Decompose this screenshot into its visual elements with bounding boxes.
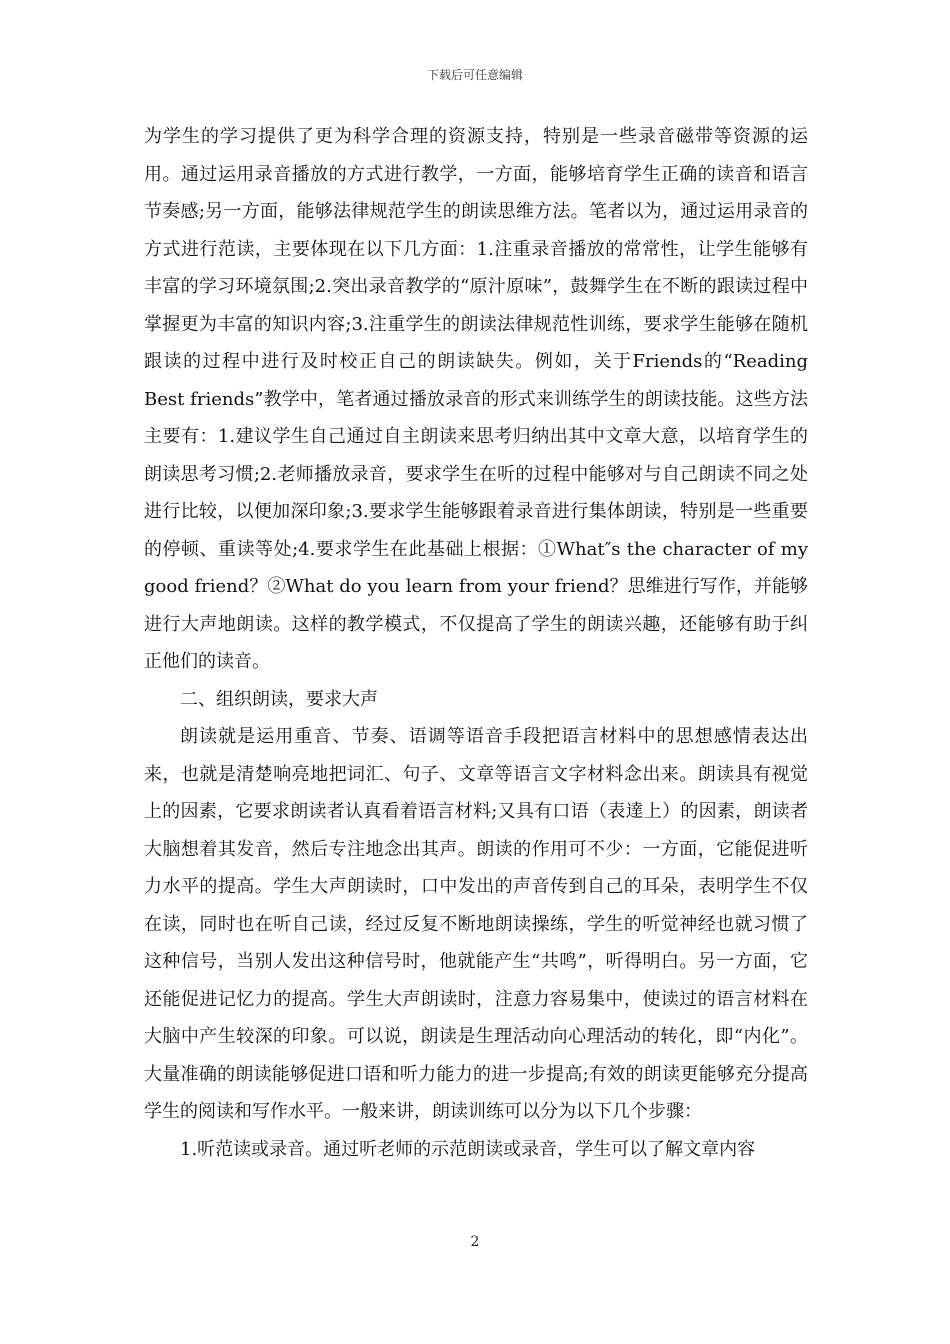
paragraph-step-one: 1.听范读或录音。通过听老师的示范朗读或录音，学生可以了解文章内容 bbox=[180, 1138, 756, 1160]
document-body bbox=[144, 118, 808, 1168]
section-heading-organize-reading: 二、组织朗读，要求大声 bbox=[180, 688, 378, 710]
paragraph-reading-aloud: 朗读就是运用重音、节奏、语调等语音手段把语言材料中的思想感情表达出来，也就是清楚响亮地把词汇、句子、文章等语言文字材料念出来。朗读具有视觉上的因素，它要求朗读者认真看着语言材料;又具有口语（表達上）的因素，朗读者大脑想着其发音，然后专注地念出其声。朗读的作用可不少：一方面，它能促进听力水平的提高。学生大声朗读时，口中发出的声音传到自己的耳朵，表明学生不仅在读，同时也在听自己读，经过反复不断地朗读操练，学生的听觉神经也就习惯了这种信号，当别人发出这种信号时，他就能产生“共鸣”，听得明白。另一方面，它还能促进记忆力的提高。学生大声朗读时，注意力容易集中，使读过的语言材料在大脑中产生较深的印象。可以说，朗读是生理活动向心理活动的转化，即“内化”。大量准确的朗读能够促进口语和听力能力的进一步提高;有效的朗读更能够充分提高学生的阅读和写作水平。一般来讲，朗读训练可以分为以下几个步骤： bbox=[144, 726, 808, 1122]
page-header: 下载后可任意编辑 bbox=[426, 68, 523, 82]
page-number: 2 bbox=[470, 1234, 480, 1250]
paragraph-recording-method: 为学生的学习提供了更为科学合理的资源支持，特别是一些录音磁带等资源的运用。通过运用录音播放的方式进行教学，一方面，能够培育学生正确的读音和语言节奏感;另一方面，能够法律规范学生的朗读思维方法。笔者以为，通过运用录音的方式进行范读，主要体现在以下几方面：1.注重录音播放的常常性，让学生能够有丰富的学习环境氛围;2.突出录音教学的“原汁原味”，鼓舞学生在不断的跟读过程中掌握更为丰富的知识内容;3.注重学生的朗读法律规范性训练，要求学生能够在随机跟读的过程中进行及时校正自己的朗读缺失。例如，关于Friends的“Reading Best friends”教学中，笔者通过播放录音的形式来训练学生的朗读技能。这些方法主要有：1.建议学生自己通过自主朗读来思考归纳出其中文章大意，以培育学生的朗读思考习惯;2.老师播放录音，要求学生在听的过程中能够对与自己朗读不同之处进行比较，以便加深印象;3.要求学生能够跟着录音进行集体朗读，特别是一些重要的停顿、重读等处;4.要求学生在此基础上根据：①What″s the character of my good friend？②What do you learn from your friend？思维进行写作，并能够进行大声地朗读。这样的教学模式，不仅提高了学生的朗读兴趣，还能够有助于纠正他们的读音。 bbox=[144, 126, 808, 672]
